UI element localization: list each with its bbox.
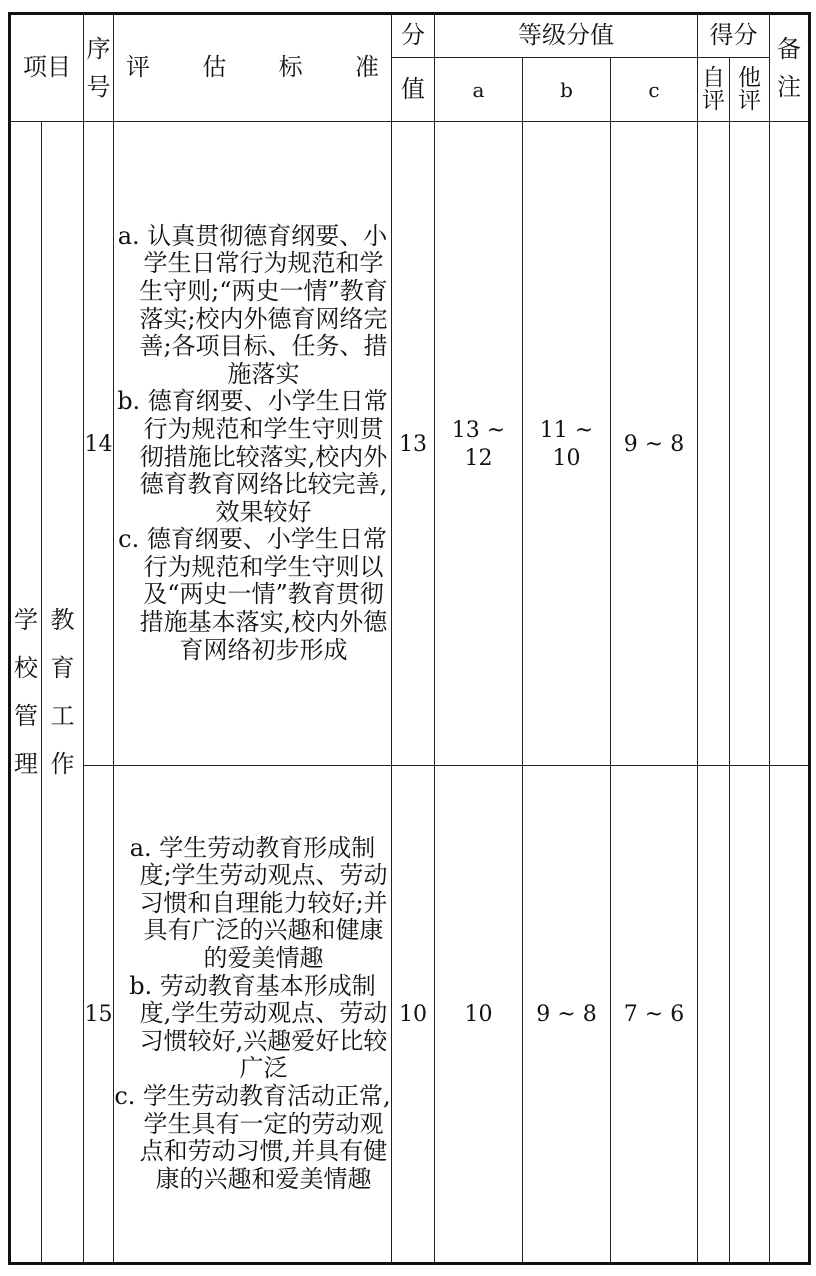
header-score-top: 分 (392, 14, 435, 58)
grade-a-cell: 10 (435, 766, 523, 1264)
header-grade-values: 等级分值 (435, 14, 698, 58)
criteria-cell (114, 766, 392, 1264)
score-cell: 13 (392, 122, 435, 766)
header-serial: 序 号 (84, 14, 114, 122)
header-grade-c: c (611, 58, 698, 122)
criteria-item-a: a. 学生劳动教育形成制度;学生劳动观点、劳动习惯和自理能力较好;并具有广泛的兴趣和健康的爱美情趣 (129, 833, 388, 973)
evaluation-table (8, 12, 811, 1265)
header-score-bottom: 值 (392, 58, 435, 122)
header-project: 项目 (10, 14, 84, 122)
criteria-item-c: c. 德育纲要、小学生日常行为规范和学生守则以及“两史一情”教育贯彻措施基本落实,校内外德育网络初步形成 (118, 525, 388, 664)
grade-a-cell: 13 ~ 12 (435, 122, 523, 766)
header-grade-b: b (523, 58, 611, 122)
criteria-cell (114, 122, 392, 766)
score-cell: 10 (392, 766, 435, 1264)
header-other-eval: 他 评 (730, 58, 770, 122)
category-main: 学 校 管 理 (10, 122, 42, 1264)
criteria-item-c: c. 学生劳动教育活动正常,学生具有一定的劳动观点和劳动习惯,并具有健康的兴趣和爱美情趣 (114, 1081, 391, 1193)
self-eval-cell (698, 122, 730, 766)
remark-cell (770, 122, 810, 766)
header-remark: 备 注 (770, 14, 810, 122)
header-criteria: 评 估 标 准 (114, 14, 392, 122)
serial-cell: 14 (84, 122, 114, 766)
header-grade-a: a (435, 58, 523, 122)
header-earned: 得分 (698, 14, 770, 58)
header-self-eval: 自 评 (698, 58, 730, 122)
grade-b-cell: 9 ~ 8 (523, 766, 611, 1264)
category-sub: 教 育 工 作 (42, 122, 84, 1264)
criteria-item-b: b. 德育纲要、小学生日常行为规范和学生守则贯彻措施比较落实,校内外德育教育网络比较完善,效果较好 (117, 387, 388, 526)
grade-c-cell: 9 ~ 8 (611, 122, 698, 766)
criteria-item-a: a. 认真贯彻德育纲要、小学生日常行为规范和学生守则;“两史一情”教育落实;校内外德育网络完善;各项目标、任务、措施落实 (117, 221, 388, 388)
table-row (10, 122, 810, 766)
criteria-item-b: b. 劳动教育基本形成制度,学生劳动观点、劳动习惯较好,兴趣爱好比较广泛 (129, 971, 388, 1083)
header-row-1 (10, 14, 810, 58)
grade-b-cell: 11 ~ 10 (523, 122, 611, 766)
self-eval-cell (698, 766, 730, 1264)
serial-cell: 15 (84, 766, 114, 1264)
other-eval-cell (730, 122, 770, 766)
remark-cell (770, 766, 810, 1264)
grade-c-cell: 7 ~ 6 (611, 766, 698, 1264)
other-eval-cell (730, 766, 770, 1264)
table-row (10, 766, 810, 1264)
